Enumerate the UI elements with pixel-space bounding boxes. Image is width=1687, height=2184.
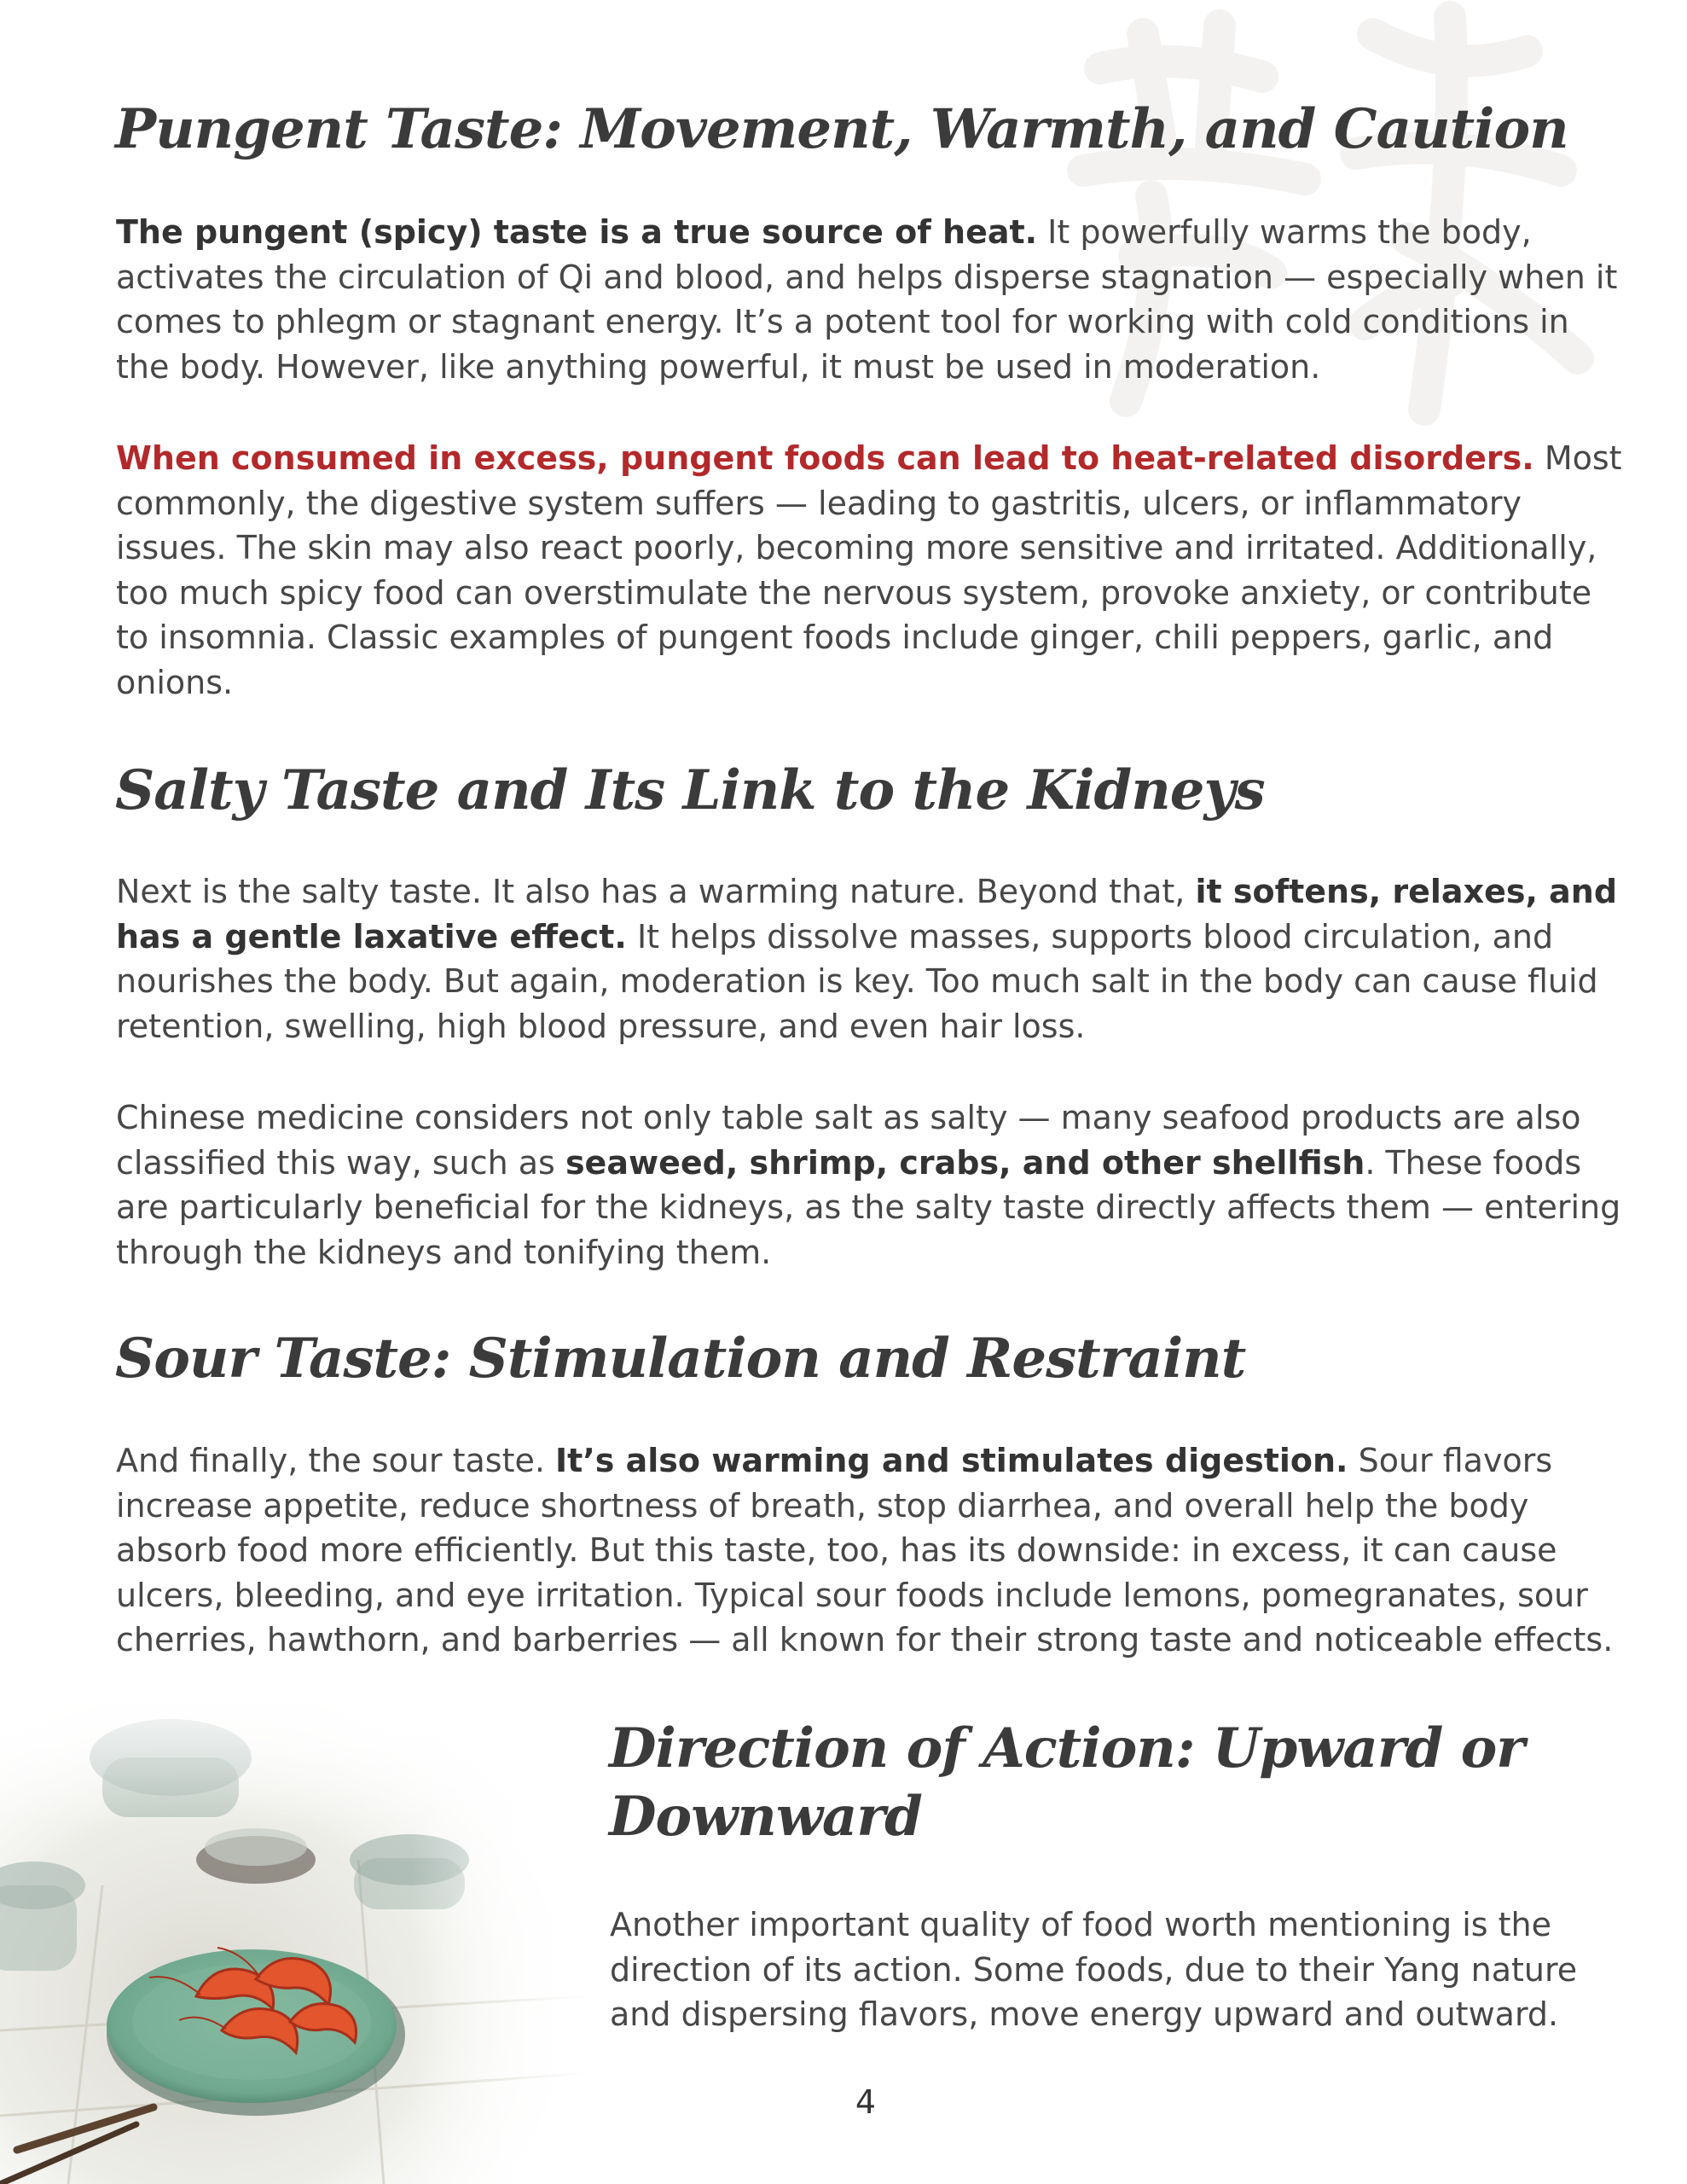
- direction-heading-line2: Downward: [609, 1785, 922, 1849]
- salty-kidney-text: . These foods are particularly beneficial for the kidneys, as the salty taste directly affects them — entering through the kidneys and tonifying them.: [116, 1143, 1621, 1271]
- pungent-body-text: It powerfully warms the body, activates the circulation of Qi and blood, and helps disperse stagnation — especially when it comes to phlegm or stagnant energy. It’s a potent tool for working with cold conditions in the body. However, like anything powerful, it must be used in moderation.: [116, 213, 1618, 386]
- salty-seafood-intro: Chinese medicine considers not only table salt as salty — many seafood products are also classified this way, such as: [116, 1099, 1581, 1182]
- direction-heading-line1: Direction of Action: Upward or: [609, 1716, 1524, 1780]
- salty-seafood-list: seaweed, shrimp, crabs, and other shellfish: [565, 1143, 1365, 1182]
- section-heading-direction: [609, 1715, 1547, 1851]
- direction-paragraph-1: Another important quality of food worth mentioning is the direction of its action. Some foods, due to their Yang nature and dispersing flavors, move energy upward and outward.: [610, 1906, 1578, 2033]
- pungent-excess-text: Most commonly, the digestive system suffers — leading to gastritis, ulcers, or inflammatory issues. The skin may also react poorly, becoming more sensitive and irritated. Additionally, too much spicy food can overstimulate the nervous system, provoke anxiety, or contribute to insomnia. Classic examples of pungent foods include ginger, chili peppers, garlic, and onions.: [116, 439, 1622, 701]
- section-heading-pungent: Pungent Taste: Movement, Warmth, and Caution: [115, 97, 1568, 161]
- salty-body-text: It helps dissolve masses, supports blood circulation, and nourishes the body. But again, moderation is key. Too much salt in the body can cause fluid retention, swelling, high blood pressure, and even hair loss.: [116, 917, 1598, 1045]
- sour-bold-effect: It’s also warming and stimulates digestion.: [555, 1442, 1348, 1479]
- pungent-lead-bold: The pungent (spicy) taste is a true source of heat.: [116, 213, 1038, 251]
- salty-intro-text: Next is the salty taste. It also has a warming nature. Beyond that,: [116, 873, 1196, 910]
- sour-body-text: Sour flavors increase appetite, reduce shortness of breath, stop diarrhea, and overall help the body absorb food more efficiently. But this taste, too, has its downside: in excess, it can cause ulcers, bleeding, and eye irritation. Typical sour foods include lemons, pomegranates, sour cherries, hawthorn, and barberries — all known for their strong taste and noticeable effects.: [116, 1442, 1614, 1658]
- page-number: 4: [855, 2083, 877, 2121]
- pungent-warning-text: When consumed in excess, pungent foods can lead to heat-related disorders.: [116, 439, 1534, 477]
- pungent-paragraph-1: [116, 210, 1626, 389]
- pungent-paragraph-2: [116, 436, 1626, 705]
- sour-intro-text: And finally, the sour taste.: [116, 1442, 556, 1479]
- section-heading-sour: Sour Taste: Stimulation and Restraint: [115, 1327, 1246, 1391]
- salty-bold-effect: it softens, relaxes, and has a gentle laxative effect.: [116, 873, 1618, 956]
- sour-paragraph-1: [116, 1438, 1626, 1663]
- salty-paragraph-1: [116, 869, 1626, 1048]
- salty-paragraph-2: [116, 1095, 1626, 1275]
- section-heading-salty: Salty Taste and Its Link to the Kidneys: [115, 758, 1265, 822]
